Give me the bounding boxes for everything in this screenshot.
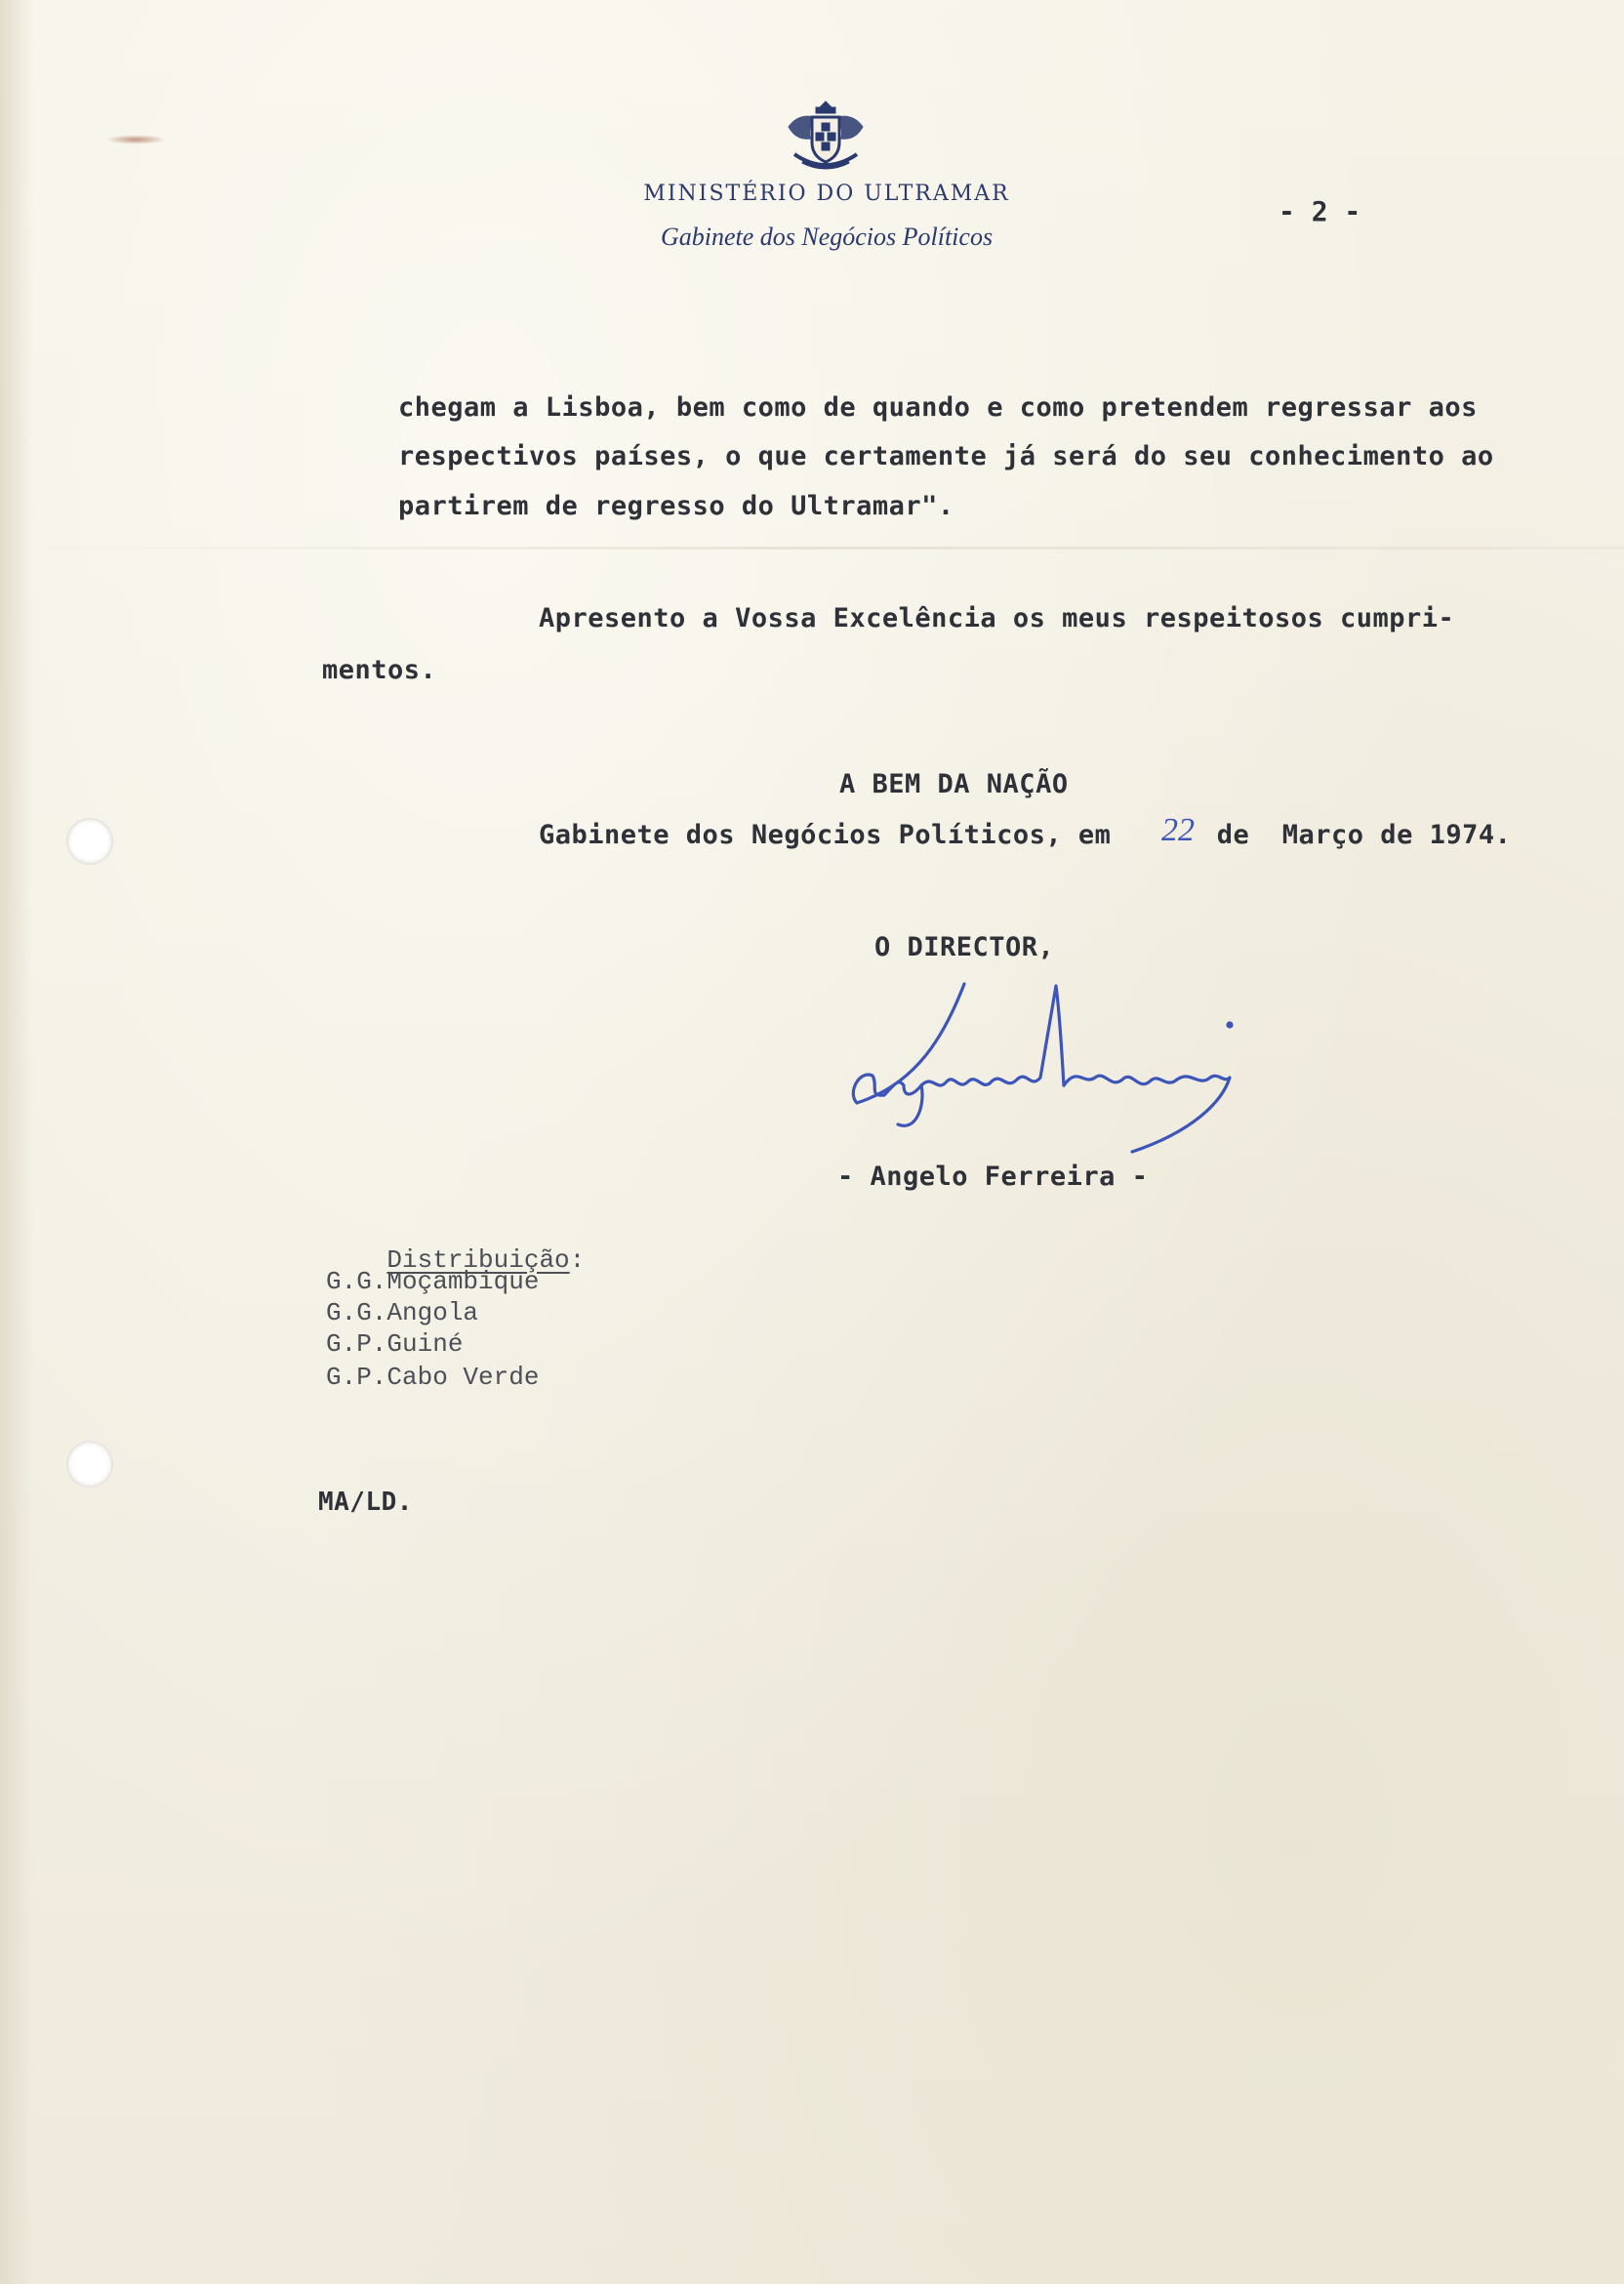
closing-paragraph-line-2: mentos. [322,655,437,685]
distribution-item: G.P.Cabo Verde [326,1363,540,1392]
ministry-name: MINISTÉRIO DO ULTRAMAR [643,182,1010,206]
signer-role: O DIRECTOR, [874,932,1055,962]
date-suffix: de Março de 1974. [1200,820,1512,850]
punch-hole-top [66,818,113,865]
cabinet-name: Gabinete dos Negócios Políticos [660,223,994,251]
coat-of-arms-icon [779,98,873,176]
paper-edge [0,0,33,2284]
staple-rust-mark [105,135,166,144]
distribution-item: G.P.Guiné [326,1329,464,1359]
closing-paragraph-line-1: Apresento a Vossa Excelência os meus respeitosos cumpri- [539,603,1455,633]
distribution-item: G.G.Moçambique [326,1267,540,1296]
distribution-title-text: Distribuição [386,1245,570,1275]
body-line-2: respectivos países, o que certamente já será do seu conhecimento ao [398,441,1494,471]
date-prefix: Gabinete dos Negócios Políticos, em [539,820,1112,850]
signer-name: - Angelo Ferreira - [837,1162,1149,1192]
distribution-item: G.G.Angola [326,1298,479,1327]
handwritten-day: 22 [1161,812,1195,848]
body-line-1: chegam a Lisboa, bem como de quando e como pretendem regressar aos [398,392,1478,423]
motto: A BEM DA NAÇÃO [839,769,1069,799]
paper-fold [0,547,1624,550]
punch-hole-bottom [66,1441,113,1488]
body-line-3: partirem de regresso do Ultramar". [398,491,954,521]
reference-initials: MA/LD. [318,1488,413,1517]
page-number: - 2 - [1279,195,1361,227]
handwritten-signature [839,976,1386,1181]
distribution-title-colon: : [569,1245,586,1275]
